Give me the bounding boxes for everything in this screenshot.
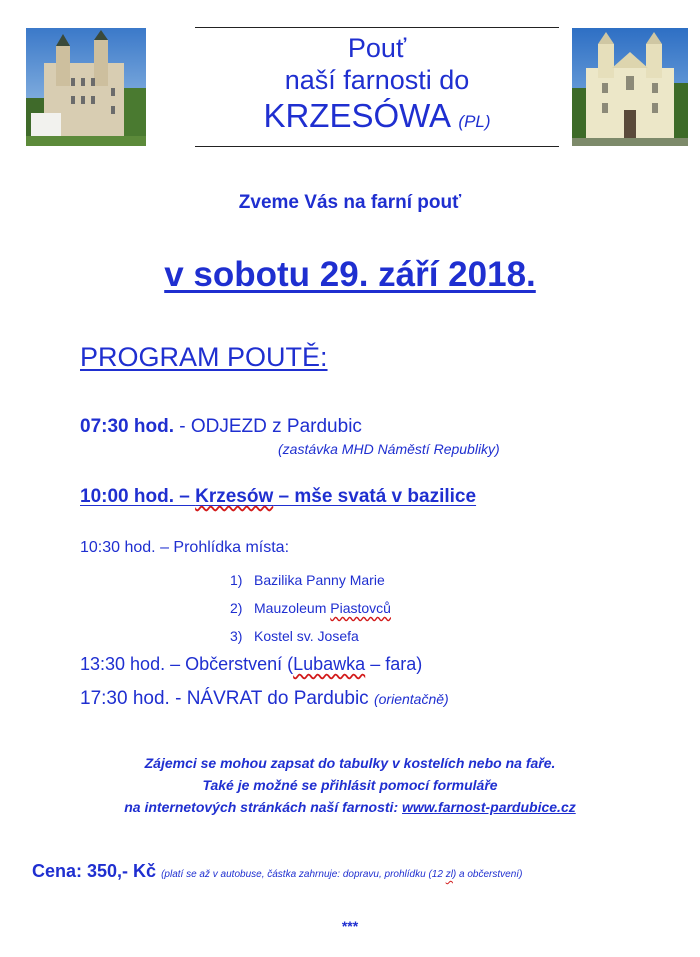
program-heading: PROGRAM POUTĚ: [80, 342, 328, 372]
info-line-1: Zájemci se mohou zapsat do tabulky v kostelích nebo na faře. [144, 755, 556, 771]
tour-item-text: Mauzoleum [254, 600, 331, 616]
program-item-tour: 10:30 hod. – Prohlídka místa: [80, 539, 290, 556]
mass-text: – mše svatá v bazilice [273, 486, 477, 507]
tour-item-number: 1) [230, 572, 243, 588]
title-country: (PL) [458, 112, 491, 131]
tour-item-number: 3) [230, 628, 243, 644]
mass-time: 10:00 hod. – [80, 486, 196, 507]
price-note: (platí se až v autobuse, částka zahrnuje: dopravu, prohlídku (12 [161, 869, 446, 880]
info-line-3 [0, 796, 700, 818]
invitation-text: Zveme Vás na farní pouť [238, 192, 462, 213]
tour-item-text-flagged: Piastovců [330, 600, 391, 616]
program-item-departure [80, 416, 362, 438]
tour-list-item [230, 628, 359, 644]
departure-text: - ODJEZD z Pardubic [173, 416, 362, 437]
departure-time: 07:30 hod. [80, 416, 174, 437]
price-note-end: ) a občerstvení) [452, 869, 523, 880]
closing-stars: *** [341, 918, 359, 934]
tour-item-text: Kostel sv. Josefa [254, 628, 359, 644]
price-line [32, 861, 522, 882]
return-note: (orientačně) [373, 691, 449, 707]
title-box [195, 27, 559, 147]
refreshment-text: 13:30 hod. – Občerstvení ( [80, 654, 294, 674]
info-line-2: Také je možné se přihlásit pomocí formuláře [202, 777, 498, 793]
price-note-currency: zl [445, 869, 453, 880]
title-line-1: Pouť [347, 33, 407, 63]
tour-item-text: Bazilika Panny Marie [254, 572, 385, 588]
program-item-mass [80, 486, 476, 508]
basilica-photo [26, 28, 146, 146]
registration-info [0, 752, 700, 818]
program-item-refreshment [80, 654, 422, 675]
departure-note: (zastávka MHD Náměstí Republiky) [278, 441, 500, 457]
price-label: Cena: 350,- Kč [32, 861, 157, 881]
mass-place: Krzesów [195, 486, 274, 507]
refreshment-text-end: – fara) [365, 654, 423, 674]
tour-item-number: 2) [230, 600, 243, 616]
church-photo [572, 28, 688, 146]
title-line-2: naší farnosti do [284, 65, 470, 95]
refreshment-place: Lubawka [293, 654, 366, 674]
event-date: v sobotu 29. září 2018. [164, 255, 536, 294]
info-line-3-text: na internetových stránkách naší farnosti: [124, 799, 402, 815]
title-destination: KRZESÓWA [263, 97, 450, 134]
tour-list-item [230, 600, 391, 616]
title-line-3 [195, 96, 559, 142]
tour-list-item [230, 572, 385, 588]
return-text: 17:30 hod. - NÁVRAT do Pardubic [80, 688, 374, 709]
parish-website-link[interactable]: www.farnost-pardubice.cz [402, 799, 576, 815]
program-item-return [80, 688, 449, 710]
